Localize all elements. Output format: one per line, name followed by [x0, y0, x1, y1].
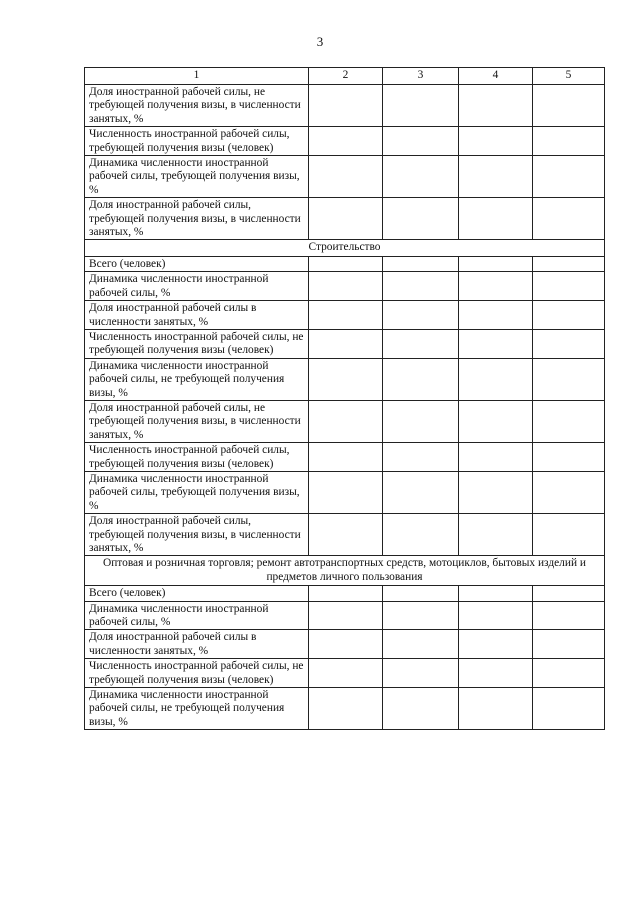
section-title: Оптовая и розничная торговля; ремонт автотранспортных средств, мотоциклов, бытовых изделий и предметов личного пользования	[85, 556, 605, 586]
value-cell	[383, 301, 459, 330]
value-cell	[309, 301, 383, 330]
value-cell	[533, 329, 605, 358]
row-label: Динамика численности иностранной рабочей силы, требующей получения визы, %	[85, 471, 309, 513]
value-cell	[383, 443, 459, 472]
row-label: Доля иностранной рабочей силы в численности занятых, %	[85, 630, 309, 659]
row-label: Доля иностранной рабочей силы, не требующей получения визы, в численности занятых, %	[85, 85, 309, 127]
value-cell	[533, 630, 605, 659]
table-row	[85, 256, 605, 271]
row-label: Динамика численности иностранной рабочей силы, %	[85, 272, 309, 301]
table-body	[85, 68, 605, 730]
value-cell	[383, 127, 459, 156]
value-cell	[383, 471, 459, 513]
value-cell	[459, 630, 533, 659]
value-cell	[459, 272, 533, 301]
value-cell	[383, 198, 459, 240]
value-cell	[533, 443, 605, 472]
row-label: Численность иностранной рабочей силы, требующей получения визы (человек)	[85, 127, 309, 156]
value-cell	[383, 358, 459, 400]
value-cell	[459, 471, 533, 513]
value-cell	[383, 630, 459, 659]
value-cell	[383, 586, 459, 601]
table-row	[85, 85, 605, 127]
value-cell	[459, 358, 533, 400]
table-row	[85, 301, 605, 330]
value-cell	[309, 688, 383, 730]
value-cell	[383, 85, 459, 127]
row-label: Доля иностранной рабочей силы в численности занятых, %	[85, 301, 309, 330]
value-cell	[383, 272, 459, 301]
header-cell-3: 3	[383, 68, 459, 85]
table-row	[85, 400, 605, 442]
value-cell	[533, 471, 605, 513]
value-cell	[459, 329, 533, 358]
value-cell	[383, 659, 459, 688]
table-row	[85, 443, 605, 472]
value-cell	[309, 272, 383, 301]
value-cell	[309, 601, 383, 630]
section-title: Строительство	[85, 240, 605, 256]
value-cell	[383, 514, 459, 556]
value-cell	[459, 127, 533, 156]
value-cell	[459, 85, 533, 127]
value-cell	[459, 256, 533, 271]
row-label: Всего (человек)	[85, 586, 309, 601]
value-cell	[309, 358, 383, 400]
value-cell	[533, 659, 605, 688]
value-cell	[383, 329, 459, 358]
table-row	[85, 630, 605, 659]
section-row	[85, 240, 605, 256]
value-cell	[533, 198, 605, 240]
row-label: Динамика численности иностранной рабочей силы, не требующей получения визы, %	[85, 688, 309, 730]
header-row	[85, 68, 605, 85]
value-cell	[533, 601, 605, 630]
value-cell	[383, 400, 459, 442]
row-label: Доля иностранной рабочей силы, не требующей получения визы, в численности занятых, %	[85, 400, 309, 442]
value-cell	[309, 127, 383, 156]
value-cell	[309, 400, 383, 442]
row-label: Всего (человек)	[85, 256, 309, 271]
data-table	[84, 67, 605, 730]
section-row	[85, 556, 605, 586]
table-row	[85, 329, 605, 358]
header-cell-4: 4	[459, 68, 533, 85]
value-cell	[459, 601, 533, 630]
header-cell-1: 1	[85, 68, 309, 85]
row-label: Численность иностранной рабочей силы, не требующей получения визы (человек)	[85, 329, 309, 358]
value-cell	[383, 156, 459, 198]
header-cell-2: 2	[309, 68, 383, 85]
value-cell	[309, 256, 383, 271]
value-cell	[533, 514, 605, 556]
table-row	[85, 198, 605, 240]
value-cell	[309, 586, 383, 601]
value-cell	[533, 256, 605, 271]
value-cell	[459, 688, 533, 730]
value-cell	[309, 329, 383, 358]
table-row	[85, 471, 605, 513]
table-row	[85, 514, 605, 556]
value-cell	[383, 256, 459, 271]
value-cell	[383, 601, 459, 630]
value-cell	[533, 272, 605, 301]
row-label: Доля иностранной рабочей силы, требующей получения визы, в численности занятых, %	[85, 514, 309, 556]
value-cell	[383, 688, 459, 730]
table-row	[85, 272, 605, 301]
value-cell	[309, 156, 383, 198]
value-cell	[309, 471, 383, 513]
value-cell	[533, 156, 605, 198]
value-cell	[309, 198, 383, 240]
row-label: Динамика численности иностранной рабочей силы, не требующей получения визы, %	[85, 358, 309, 400]
value-cell	[533, 301, 605, 330]
row-label: Доля иностранной рабочей силы, требующей получения визы, в численности занятых, %	[85, 198, 309, 240]
table-row	[85, 358, 605, 400]
row-label: Численность иностранной рабочей силы, требующей получения визы (человек)	[85, 443, 309, 472]
value-cell	[533, 688, 605, 730]
value-cell	[533, 127, 605, 156]
table-row	[85, 156, 605, 198]
value-cell	[459, 586, 533, 601]
value-cell	[309, 443, 383, 472]
row-label: Динамика численности иностранной рабочей силы, %	[85, 601, 309, 630]
value-cell	[533, 586, 605, 601]
page-number: 3	[316, 34, 324, 49]
value-cell	[309, 514, 383, 556]
value-cell	[309, 659, 383, 688]
value-cell	[309, 630, 383, 659]
value-cell	[533, 85, 605, 127]
value-cell	[533, 400, 605, 442]
value-cell	[459, 443, 533, 472]
value-cell	[533, 358, 605, 400]
table-row	[85, 586, 605, 601]
table-row	[85, 688, 605, 730]
value-cell	[459, 156, 533, 198]
table-row	[85, 601, 605, 630]
value-cell	[459, 659, 533, 688]
value-cell	[309, 85, 383, 127]
table-row	[85, 659, 605, 688]
row-label: Численность иностранной рабочей силы, не требующей получения визы (человек)	[85, 659, 309, 688]
row-label: Динамика численности иностранной рабочей силы, требующей получения визы, %	[85, 156, 309, 198]
value-cell	[459, 400, 533, 442]
value-cell	[459, 514, 533, 556]
value-cell	[459, 198, 533, 240]
table-row	[85, 127, 605, 156]
header-cell-5: 5	[533, 68, 605, 85]
value-cell	[459, 301, 533, 330]
